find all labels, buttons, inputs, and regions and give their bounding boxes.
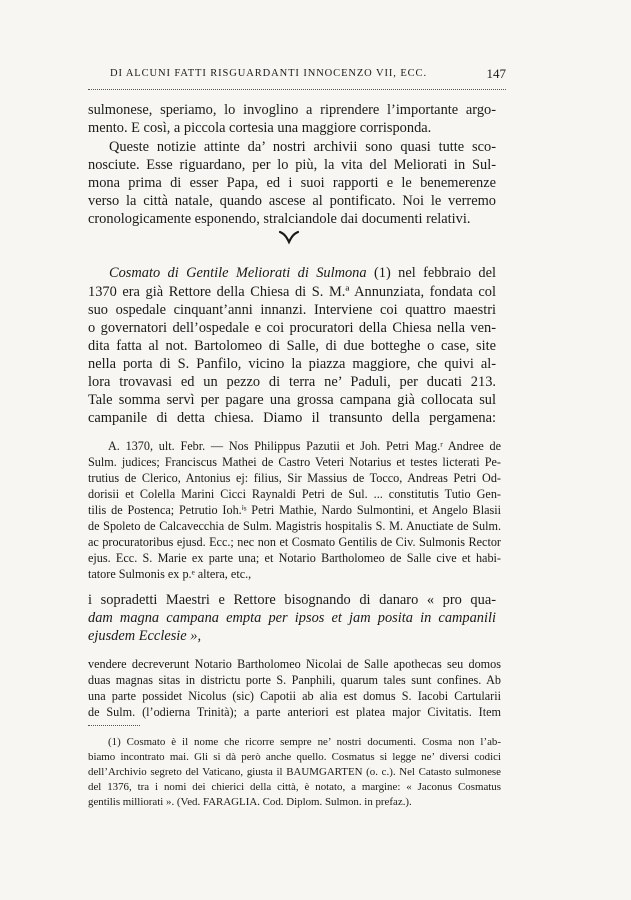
document1-line-1: A. 1370, ult. Febr. — Nos Philippus Pazutii et Joh. Petri Mag.ʳ Andree de — [108, 439, 501, 453]
paragraph1-line-2: mento. E così, a piccola cortesia una maggiore corrisponda. — [88, 120, 432, 136]
section-fleuron-icon — [279, 229, 299, 245]
paragraph3-intro-rest: (1) nel febbraio del — [366, 265, 496, 281]
footnote-line-1: (1) Cosmato è il nome che ricorre sempre ne’ nostri documenti. Cosma non l’ab- — [108, 736, 501, 748]
paragraph3-line-4: o governatori dell’ospedale e coi procuratori della Chiesa nella ven- — [88, 320, 496, 336]
paragraph3-line-6: nella porta di S. Panfilo, vicino la piazza maggiore, che quivi al- — [88, 356, 496, 372]
paragraph4-line-2: dam magna campana empta per ipsos et jam posita in campanili — [88, 610, 496, 626]
running-head — [88, 66, 506, 84]
footnote-rule — [88, 725, 140, 726]
footnote-line-4: del 1376, tra i nomi dei chierici della città, è notato, a margine: « Jaconus Cosmatus — [88, 781, 501, 793]
paragraph3-line-8: Tale somma servì per pagare una grossa campana già collocata sul — [88, 392, 496, 408]
document1-line-5: tilis de Postenca; Petrutio Ioh.ⁱˢ Petri Mathie, Nardo Sulmontini, et Angelo Blasii — [88, 503, 501, 517]
document1-line-9: tatore Sulmonis ex p.ᵉ altera, etc., — [88, 567, 252, 581]
header-rule — [88, 89, 506, 90]
footnote-line-3: dell’Archivio segreto del Vaticano, giusta il BAUMGARTEN (o. c.). Nel Catasto sulmonese — [88, 766, 501, 778]
paragraph3-intro-italic: Cosmato di Gentile Meliorati di Sulmona — [109, 265, 367, 281]
paragraph2-line-5: cronologicamente esponendo, stralciandole dai documenti relativi. — [88, 211, 471, 227]
paragraph4-line-3: ejusdem Ecclesie », — [88, 628, 202, 644]
document2-line-2: duas magnas sitas in districtu porte S. Panphili, quarum tales sunt confines. Ab — [88, 673, 501, 687]
document1-line-8: ejus. Ecc. S. Marie ex parte una; et Notario Bartholomeo de Salle cive et habi- — [88, 551, 501, 565]
paragraph3-line-2: 1370 era già Rettore della Chiesa di S. M.ª Annunziata, fondata col — [88, 284, 496, 300]
document2-line-1: vendere decreverunt Notario Bartholomeo Nicolai de Salle apothecas seu domos — [88, 657, 501, 671]
document1-line-6: de Spoleto de Calcavecchia de Sulm. Magistris hospitalis S. M. Anuctiate de Sulm. — [88, 519, 501, 533]
document2-line-3: una parte possidet Nicolus (sic) Capotii ab alia est domus S. Iacobi Cartularii — [88, 689, 501, 703]
document2-line-4: de Sulm. (l’odierna Trinità); a parte anteriori est platea major Civitatis. Item — [88, 705, 501, 719]
paragraph3-line-3: suo ospedale cinquant’anni innanzi. Interviene coi quattro maestri — [88, 302, 496, 318]
document1-line-7: ac procuratoribus ejusd. Ecc.; nec non et Cosmato Gentilis de Civ. Sulmonis Rector — [88, 535, 501, 549]
paragraph4-line-1: i sopradetti Maestri e Rettore bisognando di danaro « pro qua- — [88, 592, 496, 608]
paragraph3-line-1 — [109, 264, 496, 282]
page-number: 147 — [486, 66, 506, 81]
footnote-line-2: biamo incontrato mai. Gli si dà però anche quello. Cosmatus si legge ne’ diversi codici — [88, 751, 501, 763]
paragraph3-line-7: lora trovavasi ed un pezzo di terra ne’ Paduli, per ducati 213. — [88, 374, 496, 390]
paragraph1-line-1: sulmonese, speriamo, lo invoglino a riprendere l’importante argo- — [88, 102, 496, 118]
paragraph2-line-4: verso la città natale, quando ascese al pontificato. Noi le verremo — [88, 193, 496, 209]
footnote-line-5: gentilis milliorati ». (Ved. FARAGLIA. Cod. Diplom. Sulmon. in prefaz.). — [88, 796, 412, 808]
document1-line-2: Sulm. judices; Franciscus Mathei de Castro Veteri Notarius et testes licterati Pe- — [88, 455, 501, 469]
paragraph2-line-1: Queste notizie attinte da’ nostri archivii sono quasi tutte sco- — [109, 139, 496, 155]
document1-line-3: trutius de Clerico, Antonius ej: filius, Sir Massius de Tocco, Andreas Petri Od- — [88, 471, 501, 485]
paragraph2-line-2: nosciute. Esse riguardano, per lo più, la vita del Meliorati in Sul- — [88, 157, 496, 173]
paragraph3-line-9: campanile di detta chiesa. Diamo il transunto della pergamena: — [88, 410, 496, 426]
running-title: DI ALCUNI FATTI RISGUARDANTI INNOCENZO VII, ECC. — [110, 68, 427, 79]
paragraph3-line-5: dita fatta al not. Bartolomeo di Salle, di due botteghe o case, site — [88, 338, 496, 354]
document1-line-4: dorisii et Colella Marini Cicci Raynaldi Petri de Sul. ... constitutis Tutio Gen- — [88, 487, 501, 501]
paragraph2-line-3: mona prima di esser Papa, ed i suoi rapporti e le benemerenze — [88, 175, 496, 191]
